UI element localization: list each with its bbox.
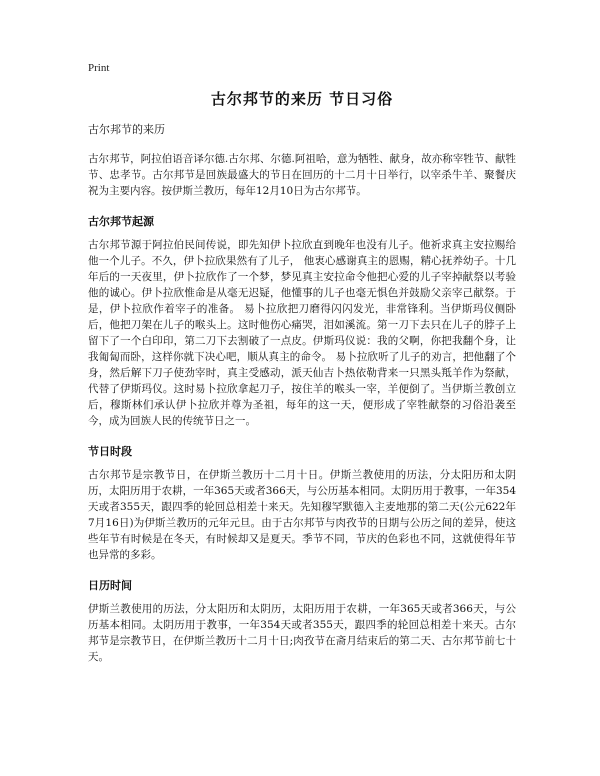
section-heading-origin: 古尔邦节起源 bbox=[88, 215, 154, 228]
section-heading-calendar: 日历时间 bbox=[88, 579, 132, 592]
section-heading-period: 节日时段 bbox=[88, 445, 132, 458]
section-text-period: 古尔邦节是宗教节日，在伊斯兰教历十二月十日。伊斯兰教使用的历法，分太阳历和太阴历，太阳历用于农耕，一年365天或者366天，与公历基本相同。太阴历用于教事，一年354天或者355天，跟四季的轮回总相差十来天。先知穆罕默德入主麦地那的第二天(公元622年7月16日)为伊斯兰教历的元年元旦。由于古尔邦节与肉孜节的日期与公历之间的差异，使这些年节有时候是在冬天，有时候却又是夏天。季节不同，节庆的色彩也不同，这就使得年节也异常的多彩。 bbox=[88, 469, 516, 561]
intro-paragraph: 古尔邦节，阿拉伯语音译尔德.古尔邦、尔德.阿祖哈，意为牺牲、献身，故亦称宰牲节、献牲节、忠孝节。古尔邦节是回族最盛大的节日在回历的十二月十日举行，以宰杀牛羊、聚餐庆祝为主要内容。按伊斯兰教历，每年12月10日为古尔邦节。 bbox=[88, 153, 516, 197]
document-page bbox=[88, 62, 516, 679]
section-text-origin: 古尔邦节源于阿拉伯民间传说，即先知伊卜拉欣直到晚年也没有儿子。他祈求真主安拉赐给他一个儿子。不久，伊卜拉欣果然有了儿子， 他衷心感谢真主的恩赐，精心抚养幼子。十几年后的一天夜里，伊卜拉欣作了一个梦，梦见真主安拉命令他把心爱的儿子宰掉献祭以考验他的诚心。伊卜拉欣惟命是从毫无迟疑，他懂事的儿子也毫无惧色并鼓励父亲宰己献祭。于是，伊卜拉欣作着宰子的准备。 易卜拉欣把刀磨得闪闪发光，非常锋利。当伊斯玛仪侧卧后，他把刀架在儿子的喉头上。这时他伤心痛哭，泪如溪流。第一刀下去只在儿子的脖子上留下了一个白印印，第二刀下去割破了一点皮。伊斯玛仪说：我的父啊，你把我翻个身，让我匍匐而卧，这样你就下决心吧，顺从真主的命令。 易卜拉欣听了儿子的劝言，把他翻了个身，然后解下刀子使劲宰时，真主受感动，派天仙吉卜热依勒背来一只黑头羝羊作为祭献，代替了伊斯玛仪。这时易卜拉欣拿起刀子，按住羊的喉头一宰，羊便倒了。当伊斯兰教创立后，穆斯林们承认伊卜拉欣并尊为圣祖，每年的这一天，便形成了宰牲献祭的习俗沿袭至今，成为回族人民的传统节日之一。 bbox=[88, 239, 516, 427]
section-text-calendar: 伊斯兰教使用的历法，分太阳历和太阴历，太阳历用于农耕，一年365天或者366天，与公历基本相同。太阴历用于教事，一年354天或者355天，跟四季的轮回总相差十来天。古尔邦节是宗教节日，在伊斯兰教历十二月十日;肉孜节在斋月结束后的第二天、古尔邦节前七十天。 bbox=[88, 603, 516, 663]
print-link[interactable]: Print bbox=[88, 62, 110, 74]
subtitle: 古尔邦节的来历 bbox=[88, 123, 165, 136]
page-title: 古尔邦节的来历 节日习俗 bbox=[210, 90, 394, 108]
